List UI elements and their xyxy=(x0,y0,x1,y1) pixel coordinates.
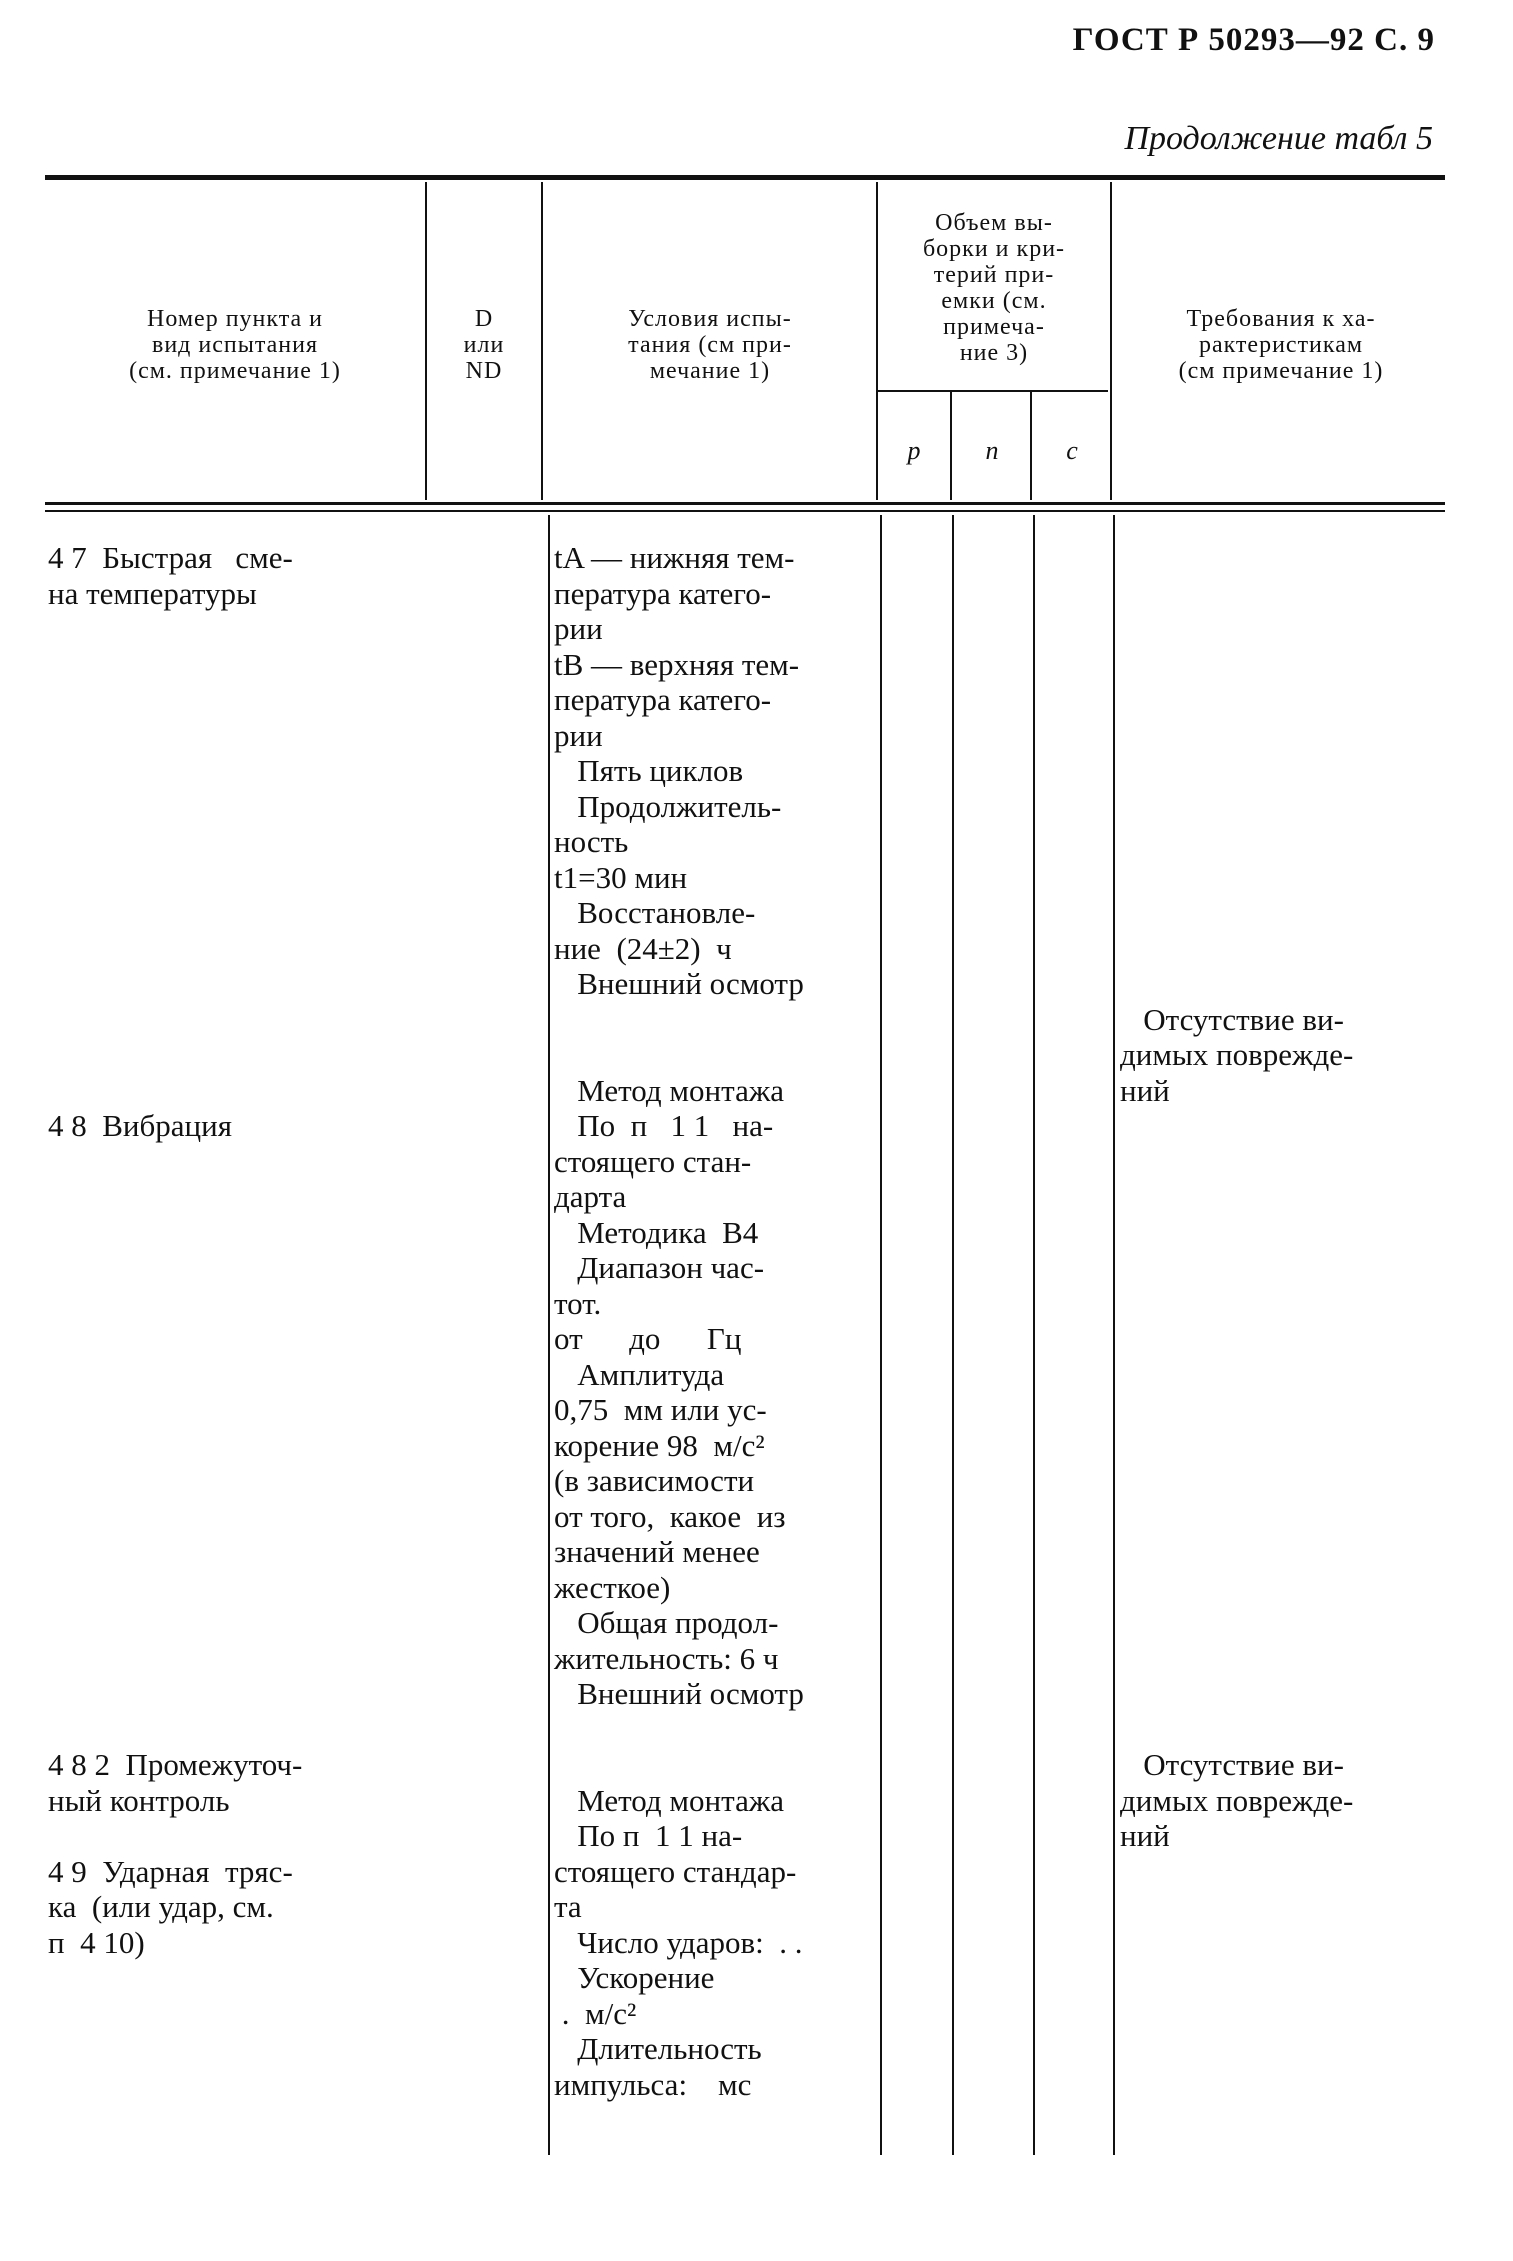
test-condition-line: Внешний осмотр xyxy=(554,1676,804,1711)
col-divider-3 xyxy=(876,182,878,500)
test-item-line xyxy=(48,647,428,683)
test-condition-line: стоящего стандар- xyxy=(554,1853,797,1889)
test-condition-line: стоящего стан- xyxy=(554,1143,752,1179)
requirement-line xyxy=(1120,931,1450,967)
test-item-line xyxy=(48,1676,428,1712)
test-condition-line: ние (24±2) ч xyxy=(554,930,732,966)
requirement-line xyxy=(1120,1641,1450,1677)
test-condition-line: Внешний осмотр xyxy=(554,966,804,1001)
test-item-line xyxy=(48,1463,428,1499)
requirement-line xyxy=(1120,682,1450,718)
test-item-line: 4 7 Быстрая сме- xyxy=(48,540,293,575)
test-condition-line: 0,75 мм или ус- xyxy=(554,1392,767,1427)
col-divider-4 xyxy=(950,392,952,500)
test-condition-line: Ускорение xyxy=(554,1960,715,1995)
requirement-line: димых поврежде- xyxy=(1120,1037,1354,1072)
test-item-line xyxy=(48,682,428,718)
requirement-line xyxy=(1120,895,1450,931)
requirement-line: Отсутствие ви- xyxy=(1120,1001,1344,1037)
requirement-line: Отсутствие ви- xyxy=(1120,1747,1344,1782)
subheader-c: c xyxy=(1066,436,1078,465)
requirement-line xyxy=(1120,1499,1450,1535)
test-item-line xyxy=(48,860,428,896)
header-sample-size: Объем вы- борки и кри- терий при- емки (см. примеча- ние 3) xyxy=(922,210,1066,366)
requirement-line xyxy=(1120,1179,1450,1215)
test-condition-line: жительность: 6 ч xyxy=(554,1640,779,1676)
requirement-line xyxy=(1120,1605,1450,1641)
col-divider-2 xyxy=(541,182,543,500)
test-item-line xyxy=(48,1428,428,1464)
test-item-line xyxy=(48,895,428,931)
requirement-line xyxy=(1120,576,1450,612)
test-condition-line: Метод монтажа xyxy=(554,1782,785,1818)
requirement-line xyxy=(1120,1392,1450,1428)
test-item-line xyxy=(48,718,428,754)
test-condition-line: Длительность xyxy=(554,2031,762,2066)
requirement-line xyxy=(1120,966,1450,1002)
requirement-line xyxy=(1120,753,1450,789)
test-condition-line: (в зависимости xyxy=(554,1463,755,1498)
col-requirements xyxy=(1120,540,1450,1854)
test-condition-line: ность xyxy=(554,824,629,859)
test-condition-line: импульса: мс xyxy=(554,2066,752,2102)
col-divider-2-body xyxy=(548,515,550,2155)
test-condition-line: Число ударов: . . xyxy=(554,1924,803,1960)
test-condition-line: рии xyxy=(554,717,603,753)
requirement-line xyxy=(1120,540,1450,576)
test-condition-line: tB — верхняя тем- xyxy=(554,646,800,682)
test-condition-line xyxy=(554,1712,884,1748)
test-condition-line: та xyxy=(554,1889,582,1924)
header-requirements: Требования к ха- рактеристикам (см примечание 1) xyxy=(1178,306,1384,384)
test-condition-line: tA — нижняя тем- xyxy=(554,540,795,575)
test-condition-line: жесткое) xyxy=(554,1569,671,1605)
test-condition-line: тот. xyxy=(554,1285,602,1321)
test-condition-line: корение 98 м/с² xyxy=(554,1427,765,1463)
test-condition-line: пература катего- xyxy=(554,682,772,717)
requirement-line xyxy=(1120,1144,1450,1180)
requirement-line: ний xyxy=(1120,1072,1170,1108)
requirement-line xyxy=(1120,1250,1450,1286)
requirement-line xyxy=(1120,1286,1450,1322)
test-item-line: на температуры xyxy=(48,575,257,611)
header-bottom-rule-2 xyxy=(45,510,1445,512)
test-condition-line: от до Гц xyxy=(554,1321,742,1356)
test-item-line xyxy=(48,611,428,647)
test-item-line xyxy=(48,1002,428,1038)
requirement-line xyxy=(1120,1108,1450,1144)
subheader-n: n xyxy=(985,436,999,465)
test-item-line xyxy=(48,1712,428,1748)
test-item-line xyxy=(48,1286,428,1322)
requirement-line xyxy=(1120,1534,1450,1570)
test-condition-line: значений менее xyxy=(554,1534,760,1569)
test-condition-line: дарта xyxy=(554,1179,627,1214)
table-top-rule xyxy=(45,175,1445,180)
test-item-line xyxy=(48,789,428,825)
test-condition-line: Пять циклов xyxy=(554,753,744,788)
test-condition-line xyxy=(554,1002,884,1038)
test-item-line xyxy=(48,1818,428,1854)
test-condition-line: t1=30 мин xyxy=(554,859,688,895)
requirement-line: димых поврежде- xyxy=(1120,1782,1354,1818)
test-item-line xyxy=(48,824,428,860)
col-divider-5-body xyxy=(1033,515,1035,2155)
test-item-line xyxy=(48,1570,428,1606)
test-item-line xyxy=(48,1534,428,1570)
col-test-conditions xyxy=(554,540,884,2102)
test-condition-line xyxy=(554,1747,884,1783)
test-item-line xyxy=(48,1037,428,1073)
requirement-line xyxy=(1120,824,1450,860)
test-item-line xyxy=(48,1357,428,1393)
requirement-line xyxy=(1120,611,1450,647)
test-condition-line: Метод монтажа xyxy=(554,1072,785,1108)
test-condition-line: По п 1 1 на- xyxy=(554,1818,743,1853)
requirement-line xyxy=(1120,789,1450,825)
test-item-line xyxy=(48,1321,428,1357)
test-condition-line: По п 1 1 на- xyxy=(554,1108,774,1143)
test-item-line xyxy=(48,1392,428,1428)
test-condition-line: Амплитуда xyxy=(554,1356,725,1392)
test-condition-line: пература катего- xyxy=(554,575,772,611)
test-item-line: 4 8 2 Промежуточ- xyxy=(48,1747,303,1782)
col-divider-5 xyxy=(1030,392,1032,500)
col-divider-6 xyxy=(1110,182,1112,500)
test-item-line xyxy=(48,1250,428,1286)
requirement-line xyxy=(1120,1321,1450,1357)
test-item-line: 4 8 Вибрация xyxy=(48,1108,232,1143)
test-item-line: ный контроль xyxy=(48,1782,230,1818)
test-condition-line: Восстановле- xyxy=(554,895,756,930)
test-item-line xyxy=(48,1179,428,1215)
test-item-line: п 4 10) xyxy=(48,1924,145,1960)
subheader-p: p xyxy=(907,436,921,465)
requirement-line xyxy=(1120,1570,1450,1606)
test-item-line xyxy=(48,931,428,967)
requirement-line xyxy=(1120,718,1450,754)
col-test-items xyxy=(48,540,428,1960)
test-item-line xyxy=(48,1073,428,1109)
test-condition-line: Диапазон час- xyxy=(554,1250,765,1285)
test-condition-line xyxy=(554,1037,884,1073)
page-header: ГОСТ Р 50293—92 С. 9 xyxy=(1072,22,1435,58)
requirement-line xyxy=(1120,647,1450,683)
requirement-line xyxy=(1120,1215,1450,1251)
header-test-conditions: Условия испы- тания (см при- мечание 1) xyxy=(628,306,792,384)
test-item-line xyxy=(48,1144,428,1180)
requirement-line xyxy=(1120,1463,1450,1499)
test-item-line xyxy=(48,1215,428,1251)
requirement-line xyxy=(1120,1357,1450,1393)
test-item-line xyxy=(48,753,428,789)
header-test-item: Номер пункта и вид испытания (см. примечание 1) xyxy=(129,306,341,384)
test-condition-line: от того, какое из xyxy=(554,1498,786,1534)
test-condition-line: рии xyxy=(554,611,603,646)
test-item-line xyxy=(48,1499,428,1535)
requirement-line xyxy=(1120,860,1450,896)
test-item-line xyxy=(48,966,428,1002)
sample-subheader-rule xyxy=(878,390,1108,392)
test-condition-line: Продолжитель- xyxy=(554,788,782,824)
col-divider-1 xyxy=(425,182,427,500)
header-bottom-rule xyxy=(45,502,1445,505)
requirement-line xyxy=(1120,1712,1450,1748)
test-condition-line: . м/с² xyxy=(554,1995,637,2031)
requirement-line: ний xyxy=(1120,1818,1170,1853)
table-continuation-label: Продолжение табл 5 xyxy=(1124,120,1433,157)
test-item-line: ка (или удар, см. xyxy=(48,1889,274,1924)
col-divider-4-body xyxy=(952,515,954,2155)
test-item-line: 4 9 Ударная тряс- xyxy=(48,1853,293,1889)
test-condition-line: Общая продол- xyxy=(554,1605,779,1640)
requirement-line xyxy=(1120,1428,1450,1464)
header-d-or-nd: D или ND xyxy=(463,306,505,384)
col-divider-6-body xyxy=(1113,515,1115,2155)
requirement-line xyxy=(1120,1676,1450,1712)
test-item-line xyxy=(48,1641,428,1677)
test-condition-line: Методика В4 xyxy=(554,1214,759,1250)
test-item-line xyxy=(48,1605,428,1641)
